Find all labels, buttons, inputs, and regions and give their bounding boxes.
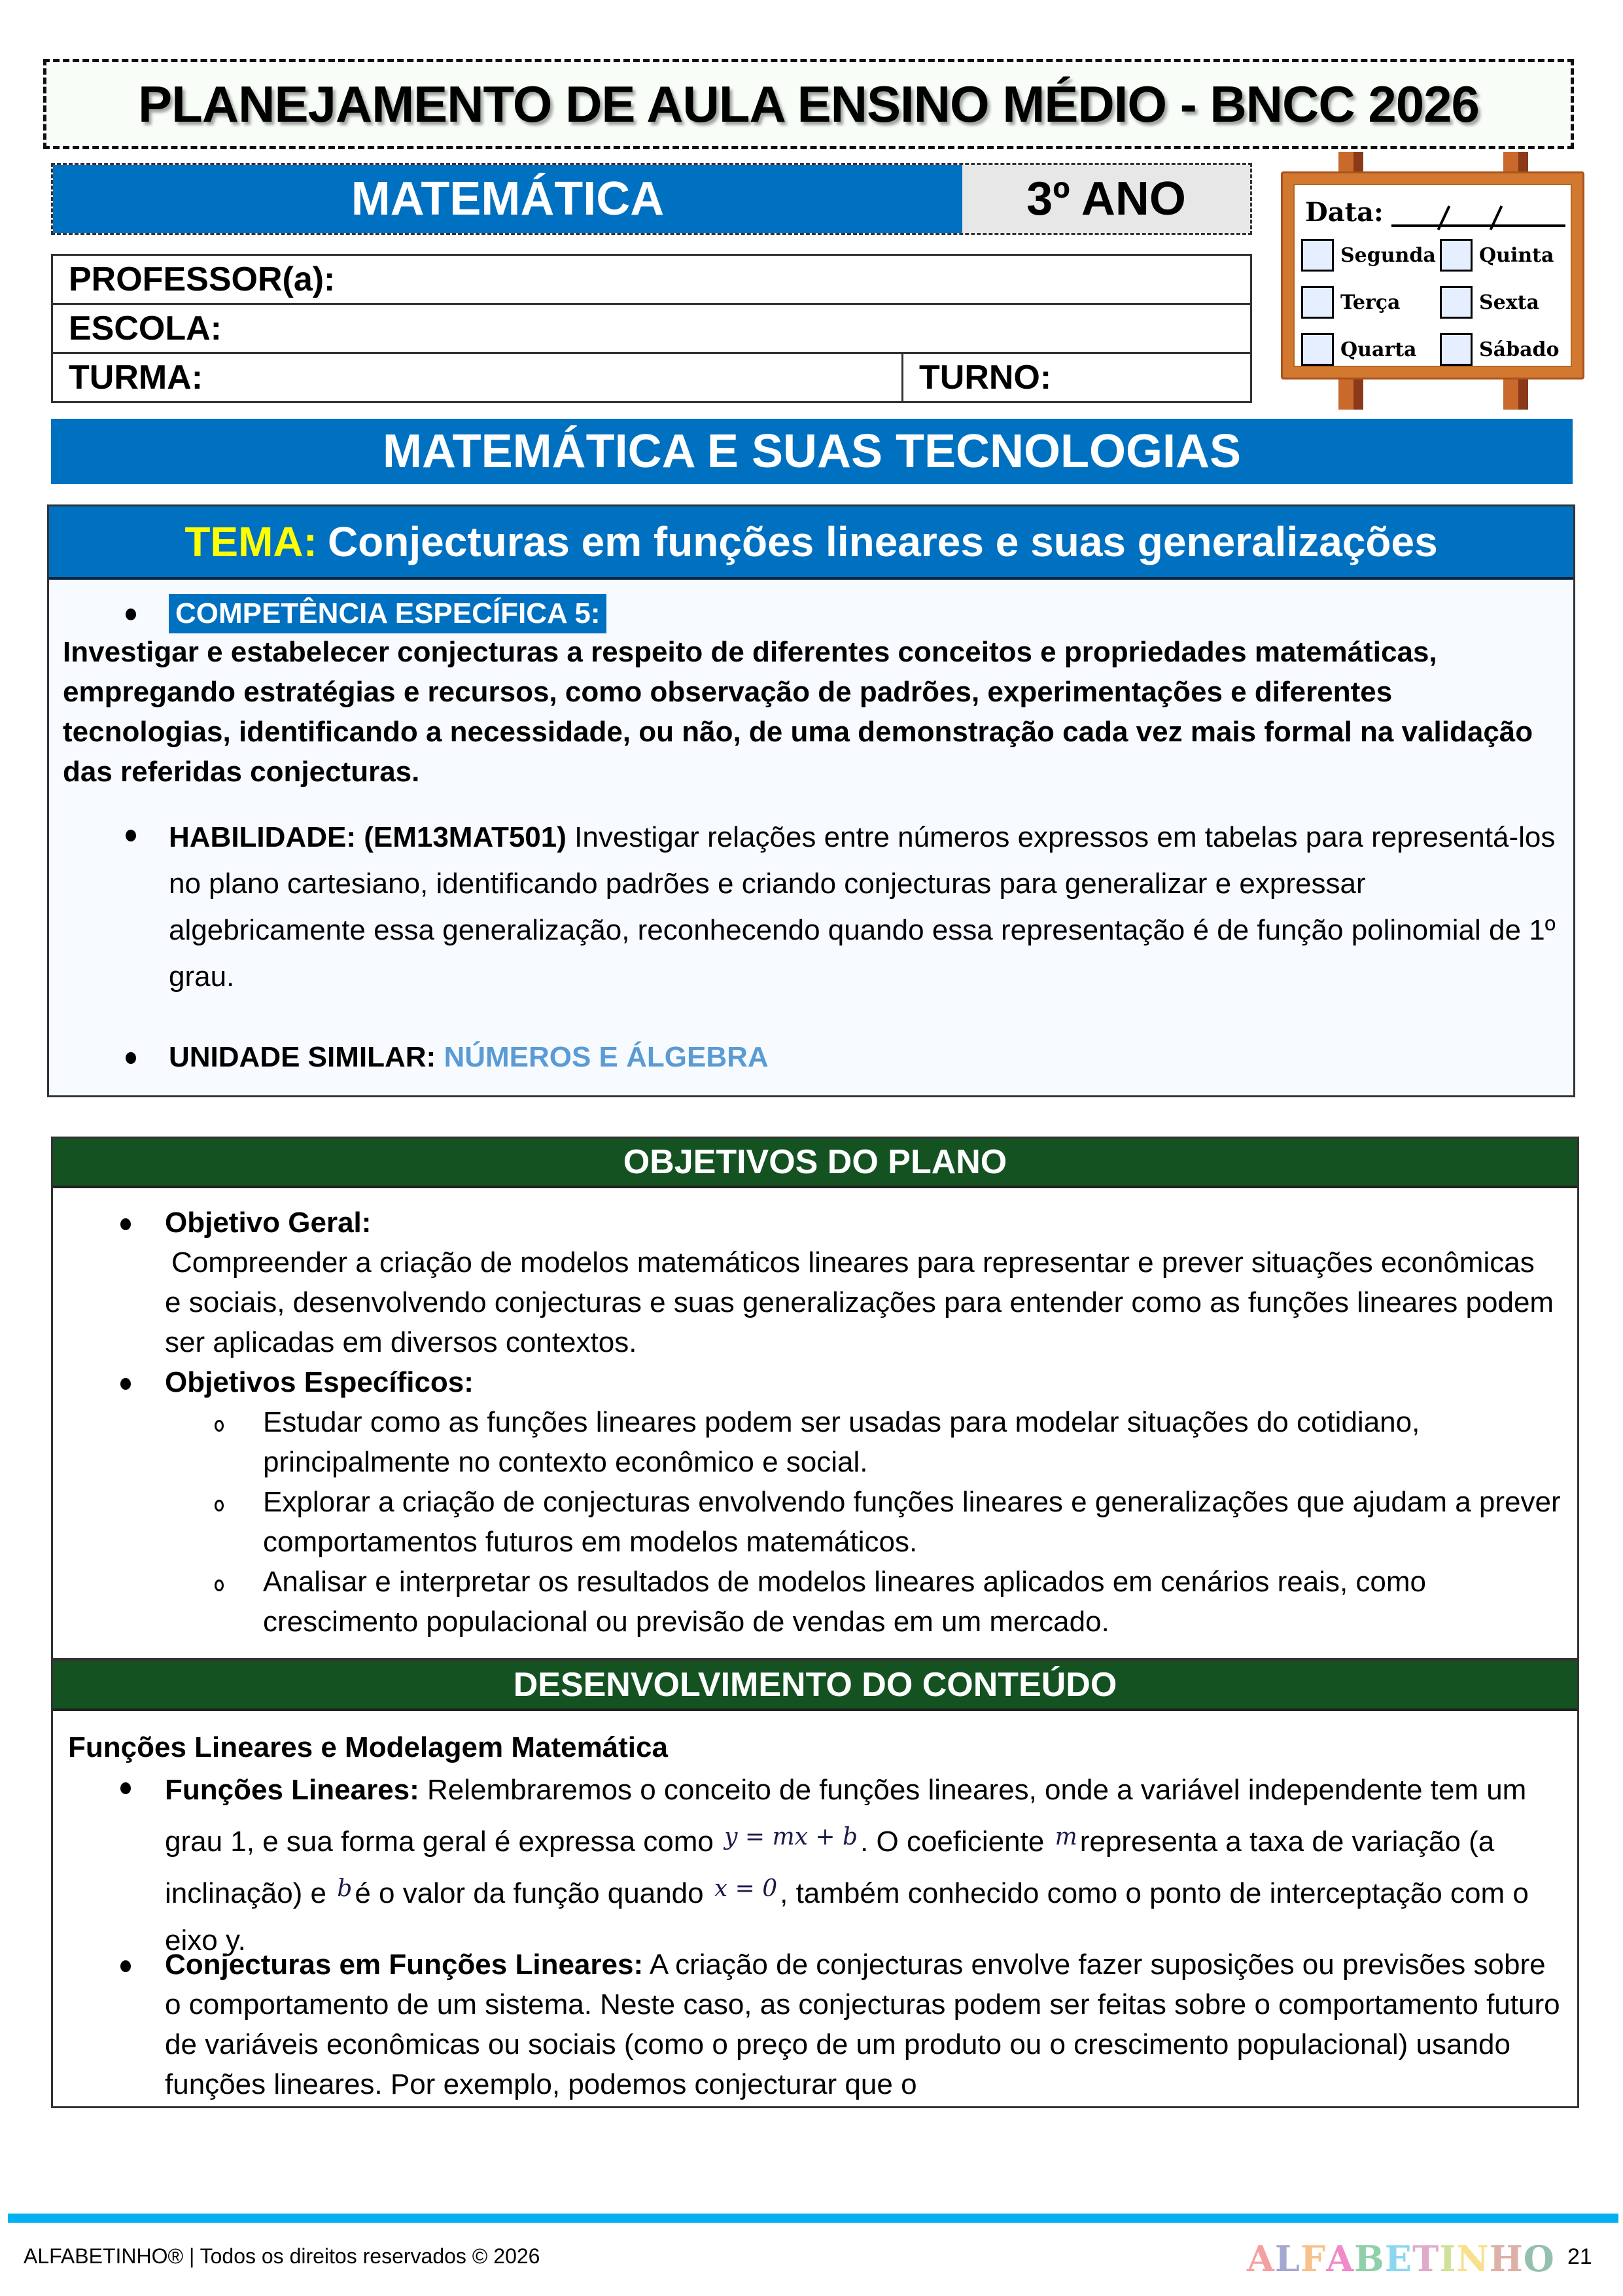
conjecturas-item <box>165 1945 1565 2104</box>
bullet-icon <box>126 1052 136 1064</box>
tema-section <box>47 504 1575 1097</box>
teacher-info-form <box>51 254 1252 403</box>
footer-divider <box>8 2214 1618 2223</box>
funcoes-lineares-label: Funções Lineares: <box>165 1774 419 1806</box>
bullet-icon <box>120 1782 131 1794</box>
habilidade-label: HABILIDADE: (EM13MAT501) <box>169 821 567 853</box>
subject-bar <box>51 163 1252 235</box>
unidade-label: UNIDADE SIMILAR: <box>169 1041 436 1073</box>
turma-field-label: TURMA: <box>69 359 203 397</box>
habilidade-text: Investigar relações entre números expressos em tabelas para representá-los no plano cartesiano, identificando padrões e criando conjecturas para generalizar e expressar algebricamente essa generalização, reconhecendo quando essa representação é de função polinomial de 1º grau. <box>169 821 1556 993</box>
day-checkbox-terca[interactable]: Terça <box>1301 286 1400 319</box>
tema-label: TEMA: <box>184 518 317 565</box>
sub-bullet-icon <box>215 1580 224 1591</box>
logo-letter: F <box>1300 2238 1327 2280</box>
logo-letter: N <box>1456 2238 1490 2280</box>
board-leg-left <box>1338 374 1363 410</box>
formula-slope: m <box>1055 1824 1077 1850</box>
formula-x-zero: x = 0 <box>714 1875 778 1902</box>
logo-letter: O <box>1523 2238 1555 2280</box>
board-surface <box>1293 184 1572 367</box>
date-label: Data: <box>1305 197 1384 228</box>
sub-bullet-icon <box>215 1500 224 1511</box>
bullet-icon <box>126 830 136 841</box>
objetivo-especifico-item: Analisar e interpretar os resultados de modelos lineares aplicados em cenários reais, como crescimento populacional ou previsão de vendas em um mercado. <box>263 1566 1427 1638</box>
objetivo-geral-label: Objetivo Geral: <box>165 1207 372 1239</box>
alfabetinho-logo <box>1247 2238 1555 2280</box>
sub-bullet-icon <box>215 1420 224 1432</box>
bullet-icon <box>120 1960 131 1972</box>
unidade-value: NÚMEROS E ÁLGEBRA <box>444 1041 769 1073</box>
conjecturas-text: A criação de conjecturas envolve fazer suposições ou previsões sobre o comportamento de um sistema. Neste caso, as conjecturas podem ser feitas sobre o comportamento futuro de variáveis econômicas ou sociais (como o preço de um produto ou o crescimento populacional) usando funções lineares. Por exemplo, podemos conjecturar que o <box>165 1949 1560 2100</box>
logo-letter: B <box>1354 2238 1385 2280</box>
checkbox-icon[interactable] <box>1440 333 1473 366</box>
competencia-label: COMPETÊNCIA ESPECÍFICA 5: <box>169 594 606 633</box>
escola-field-label: ESCOLA: <box>69 309 222 347</box>
bullet-icon <box>120 1378 131 1390</box>
desenvolvimento-subtitle: Funções Lineares e Modelagem Matemática <box>68 1731 668 1763</box>
escola-row[interactable] <box>53 305 1250 354</box>
page-number: 21 <box>1567 2244 1592 2269</box>
professor-field-label: PROFESSOR(a): <box>69 260 336 298</box>
document-title: PLANEJAMENTO DE AULA ENSINO MÉDIO - BNCC 2026 <box>138 75 1479 133</box>
checkbox-icon[interactable] <box>1440 286 1473 319</box>
formula-general-form: y = mx + b <box>724 1824 858 1850</box>
logo-letter: E <box>1384 2238 1412 2280</box>
logo-letter: T <box>1412 2238 1440 2280</box>
tema-title: Conjecturas em funções lineares e suas generalizações <box>327 518 1438 565</box>
competencia-text: Investigar e estabelecer conjecturas a respeito de diferentes conceitos e propriedades matemáticas, empregando estratégias e recursos, como observação de padrões, experimentações e diferentes tecnologias, identificando a necessidade, ou não, de uma demonstração cada vez mais formal na validação das referidas conjecturas. <box>63 636 1533 788</box>
checkbox-icon[interactable] <box>1301 239 1334 272</box>
day-checkbox-sabado[interactable]: Sábado <box>1440 333 1560 366</box>
footer-copyright: ALFABETINHO® | Todos os direitos reservados © 2026 <box>24 2244 540 2268</box>
formula-intercept: b <box>337 1875 353 1902</box>
board-leg-right <box>1503 374 1528 410</box>
desenvolvimento-header: DESENVOLVIMENTO DO CONTEÚDO <box>53 1661 1577 1711</box>
objetivo-especifico-item: Estudar como as funções lineares podem ser usadas para modelar situações do cotidiano, principalmente no contexto econômico e social. <box>263 1406 1420 1478</box>
turno-field[interactable] <box>903 354 1051 401</box>
area-banner: MATEMÁTICA E SUAS TECNOLOGIAS <box>51 419 1573 484</box>
turno-field-label: TURNO: <box>919 359 1052 397</box>
objetivos-header: OBJETIVOS DO PLANO <box>53 1139 1577 1188</box>
logo-letter: H <box>1489 2238 1524 2280</box>
turma-turno-row <box>53 354 1250 401</box>
objetivo-geral-text: Compreender a criação de modelos matemáticos lineares para representar e prever situações econômicas e sociais, desenvolvendo conjecturas e suas generalizações para entender como as funções lineares podem ser aplicadas em diversos contextos. <box>165 1246 1554 1358</box>
checkbox-icon[interactable] <box>1440 239 1473 272</box>
objetivo-especifico-item: Explorar a criação de conjecturas envolvendo funções lineares e generalizações que ajudam a prever comportamentos futuros em modelos matemáticos. <box>263 1486 1561 1558</box>
objetivos-especificos-label: Objetivos Específicos: <box>165 1366 474 1398</box>
checkbox-icon[interactable] <box>1301 333 1334 366</box>
logo-letter: L <box>1274 2238 1300 2280</box>
habilidade-block <box>169 814 1562 1000</box>
board-frame <box>1281 171 1584 380</box>
logo-letter: I <box>1439 2238 1457 2280</box>
bullet-icon <box>120 1218 131 1230</box>
unidade-block <box>169 1038 769 1077</box>
calendar-board <box>1281 152 1584 410</box>
date-blank-line[interactable] <box>1391 224 1565 227</box>
tema-header <box>49 506 1573 580</box>
day-checkbox-quinta[interactable]: Quinta <box>1440 239 1554 272</box>
day-checkbox-segunda[interactable]: Segunda <box>1301 239 1436 272</box>
day-checkbox-sexta[interactable]: Sexta <box>1440 286 1539 319</box>
bullet-icon <box>126 609 136 620</box>
document-title-box <box>43 59 1574 149</box>
checkbox-icon[interactable] <box>1301 286 1334 319</box>
day-checkbox-quarta[interactable]: Quarta <box>1301 333 1416 366</box>
logo-letter: A <box>1247 2238 1275 2280</box>
conjecturas-label: Conjecturas em Funções Lineares: <box>165 1949 644 1981</box>
grade-label: 3º ANO <box>962 165 1250 233</box>
subject-name: MATEMÁTICA <box>53 165 962 233</box>
logo-letter: A <box>1326 2238 1355 2280</box>
funcoes-lineares-item: Funções Lineares: Relembraremos o conceito de funções lineares, onde a variável independente tem um grau 1, e sua forma geral é expressa como $^{y = mx + b}$. O coeficiente $^m$representa a taxa de variação (a inclinação) e $^b$é o valor da função quando $^{x = 0}$, também conhecido como o ponto de interceptação com o eixo y. <box>165 1774 1529 1956</box>
turma-field[interactable] <box>53 354 903 401</box>
professor-row[interactable] <box>53 256 1250 305</box>
